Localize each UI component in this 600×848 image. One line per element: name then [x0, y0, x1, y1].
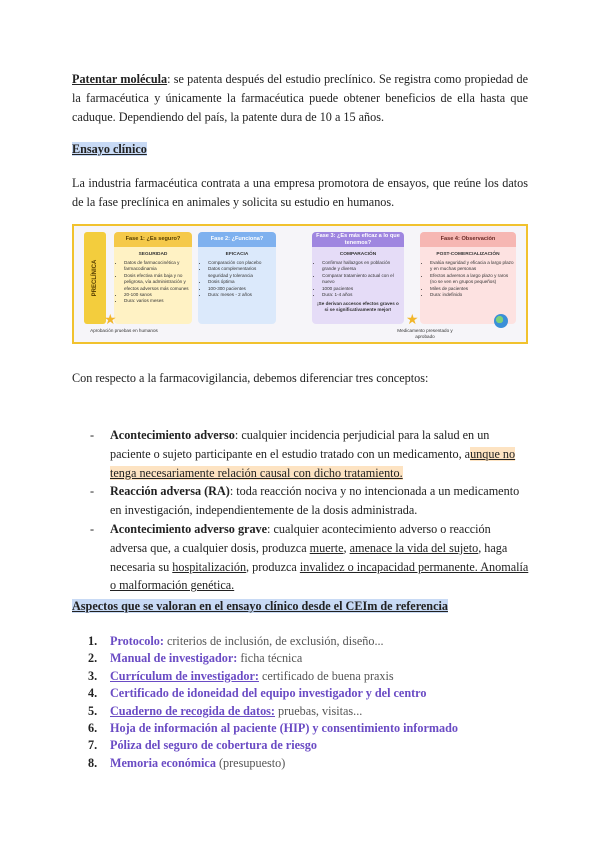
term: Reacción adversa (RA)	[110, 484, 230, 499]
item-label: Cuaderno de recogida de datos:	[110, 703, 275, 718]
item-label: Manual de investigador:	[110, 651, 238, 666]
underlined-text: hospitalización	[172, 559, 247, 574]
definition: ,	[343, 540, 350, 555]
star-icon: ★	[104, 311, 117, 327]
term: Acontecimiento adverso	[110, 428, 235, 442]
definition: , produzca	[246, 559, 300, 574]
clinical-phases-infographic	[72, 224, 528, 344]
phase-2-item: • Dosis óptima	[208, 279, 276, 285]
ensayo-heading-wrap	[72, 140, 147, 159]
dash-bullet: -	[90, 428, 95, 442]
farmaco-intro: Con respecto a la farmacovigilancia, debemos diferenciar tres conceptos:	[72, 371, 429, 385]
item-text: criterios de inclusión, de exclusión, diseño...	[163, 634, 384, 648]
item-text: pruebas, visitas...	[274, 703, 363, 718]
item-label: Certificado de idoneidad del equipo investigador y del centro	[110, 686, 427, 701]
phase-2-header: Fase 2: ¿Funciona?	[198, 232, 276, 247]
globe-icon	[494, 314, 508, 328]
farmaco-intro-wrap	[72, 369, 528, 388]
phase-4-item: • Efectos adversos a largo plazo y raros (no se ven en grupos pequeños)	[430, 273, 516, 286]
item-text: certificado de buena praxis	[258, 668, 394, 683]
item-label: Protocolo:	[110, 634, 164, 648]
item-number: 7.	[88, 738, 98, 753]
caption-right: Medicamento presentado y aprobado	[397, 328, 453, 339]
phase-3-card	[312, 232, 404, 324]
ensayo-text: La industria farmacéutica contrata a una empresa promotora de ensayos, que reúne los datos de la fase preclínica en animales y solicita su estudio en humanos.	[72, 176, 528, 209]
phase-4-title: POST-COMERCIALIZACIÓN	[436, 252, 500, 257]
star-icon: ★	[406, 311, 419, 327]
phase-2-item: • 100-300 pacientes	[208, 286, 276, 292]
item-number: 8.	[88, 755, 98, 770]
preclinica-label: PRECLÍNICA	[92, 259, 98, 297]
phase-1-item: • Dosis efectiva más baja y no peligrosa, vía administración y efectos adversos más comunes	[124, 273, 192, 292]
phase-1-item: • 20-100 sanos	[124, 292, 192, 298]
phase-3-item: • Comparar tratamiento actual con el nuevo	[322, 273, 404, 286]
caption-left: Aprobación pruebas en humanos	[90, 328, 158, 333]
farmaco-list	[90, 426, 530, 595]
patente-label: Patentar molécula	[72, 72, 168, 86]
phase-4-item: • Dura: indefinido	[430, 292, 516, 298]
phase-2-card	[198, 232, 276, 324]
list-item	[90, 482, 530, 520]
item-number: 4.	[88, 686, 98, 701]
phase-4-header: Fase 4: Observación	[420, 232, 516, 247]
item-text: (presupuesto)	[215, 755, 286, 770]
phase-2-item: • Datos complementarios seguridad y tolerancia	[208, 266, 276, 279]
phase-1-card	[114, 232, 192, 324]
phase-1-header: Fase 1: ¿Es seguro?	[114, 232, 192, 247]
item-number: 6.	[88, 721, 98, 736]
definition: : cualquier acontecimiento adverso o reacción adversa que, a cualquier dosis, produzca	[110, 521, 491, 555]
definition: : cualquier incidencia perjudicial para la salud en un paciente o sujeto participante en el estudio tratado con un medicamento, a	[110, 428, 490, 461]
item-label: Currículum de investigador:	[110, 668, 259, 683]
list-item	[88, 668, 528, 685]
item-label: Hoja de información al paciente (HIP) y consentimiento informado	[110, 721, 458, 736]
phase-3-item: • 1000 pacientes	[322, 286, 404, 292]
aspectos-heading: Aspectos que se valoran en el ensayo clínico desde el CEIm de referencia	[72, 599, 448, 613]
phase-1-title: SEGURIDAD	[138, 252, 168, 257]
list-item	[90, 520, 530, 595]
underlined-text: muerte	[309, 540, 344, 555]
list-item	[88, 720, 528, 737]
highlighted-text: unque no tenga necesariamente relación causal con dicho tratamiento.	[110, 446, 516, 480]
list-item	[88, 737, 528, 754]
phase-3-header: Fase 3: ¿Es más eficaz a lo que tenemos?	[312, 232, 404, 247]
patente-section	[72, 70, 528, 127]
list-item	[88, 633, 528, 650]
dash-bullet: -	[90, 484, 95, 499]
item-label: Memoria económica	[110, 755, 216, 770]
phase-3-item: • Confirmar hallazgos en población grande y diversa	[322, 260, 404, 273]
item-number: 1.	[88, 634, 98, 648]
list-item	[88, 703, 528, 720]
phase-4-item: • Miles de pacientes	[430, 286, 516, 292]
ensayo-heading: Ensayo clínico	[72, 142, 147, 156]
patente-paragraph	[72, 70, 528, 127]
underlined-text: invalidez o incapacidad permanente. Anomalía o malformación genética.	[110, 559, 529, 593]
definition: : toda reacción nociva y no intencionada a un medicamento en investigación, independientemente de la dosis administrada.	[110, 484, 520, 518]
list-item	[88, 755, 528, 772]
list-item	[88, 685, 528, 702]
item-label: Póliza del seguro de cobertura de riesgo	[110, 738, 317, 753]
phase-3-item: • Dura: 1-4 años	[322, 292, 404, 298]
dash-bullet: -	[90, 521, 95, 536]
phase-2-title: EFICACIA	[225, 252, 249, 257]
aspectos-list	[88, 633, 528, 772]
definition: , haga necesaria su	[110, 540, 508, 574]
preclinica-bar	[84, 232, 106, 324]
list-item	[88, 650, 528, 667]
ensayo-intro	[72, 174, 528, 212]
phase-4-item: • Evalúa seguridad y eficacia a largo plazo y en muchas personas	[430, 260, 516, 273]
phase-1-item: • Datos de farmacocinética y farmacodinamia	[124, 260, 192, 273]
phase-4-card	[420, 232, 516, 324]
item-number: 2.	[88, 651, 98, 666]
phase-3-note: ¡Se derivan accesos efectos graves o si se significativamente mejor!	[317, 301, 399, 313]
item-number: 3.	[88, 668, 98, 683]
term: Acontecimiento adverso grave	[110, 521, 268, 536]
item-text: ficha técnica	[237, 651, 303, 666]
phase-2-item: • Comparación con placebo	[208, 260, 276, 266]
item-number: 5.	[88, 703, 98, 718]
phase-3-title: COMPARACIÓN	[339, 252, 377, 257]
patente-text: : se patenta después del estudio preclínico. Se registra como propiedad de la farmacéutica y únicamente la farmacéutica puede obtener beneficios de ella hasta que caduque. Dependiendo del país, la patente dura de 10 a 15 años.	[72, 72, 528, 124]
phase-2-item: • Dura: meses - 2 años	[208, 292, 276, 298]
phase-1-item: • Dura: varios meses	[124, 298, 192, 304]
list-item	[90, 426, 530, 482]
underlined-text: amenace la vida del sujeto	[349, 540, 479, 555]
aspectos-heading-wrap	[72, 597, 448, 616]
